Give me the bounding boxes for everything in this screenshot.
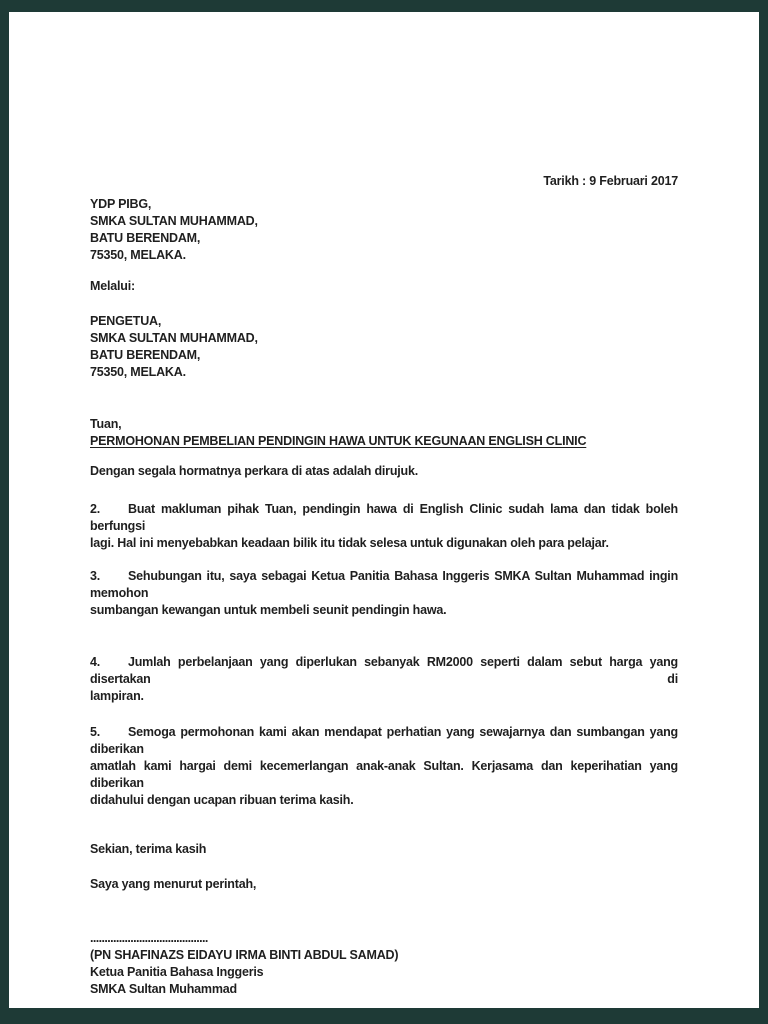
paragraph-number: 5.	[90, 725, 101, 739]
paragraph-number: 3.	[90, 569, 101, 583]
paragraph-3	[90, 568, 678, 619]
paragraph-text: Jumlah perbelanjaan yang diperlukan sebanyak RM2000 seperti dalam sebut harga yang disertakan di	[90, 655, 678, 686]
letter-body	[90, 173, 678, 998]
paragraph-line: sumbangan kewangan untuk membeli seunit pendingin hawa.	[90, 603, 447, 617]
paragraph-4	[90, 654, 678, 705]
scan-border-left	[0, 0, 9, 1024]
paragraph-line	[90, 501, 678, 535]
intro-line: Dengan segala hormatnya perkara di atas adalah dirujuk.	[90, 464, 419, 478]
signatory-name: (PN SHAFINAZS EIDAYU IRMA BINTI ABDUL SAMAD)	[90, 948, 399, 962]
scan-border-right	[759, 0, 768, 1024]
paragraph-line	[90, 724, 678, 758]
paragraph-5	[90, 724, 678, 809]
paragraph-line: amatlah kami hargai demi kecemerlangan anak-anak Sultan. Kerjasama dan keperihatian yang diberikan	[90, 759, 678, 790]
recipient-line: SMKA SULTAN MUHAMMAD,	[90, 214, 258, 228]
scan-border-bottom	[0, 1008, 768, 1024]
salutation: Tuan,	[90, 417, 122, 431]
via-line: 75350, MELAKA.	[90, 365, 186, 379]
paragraph-line: lagi. Hal ini menyebabkan keadaan bilik itu tidak selesa untuk digunakan oleh para pelajar.	[90, 536, 609, 550]
paragraph-line	[90, 568, 678, 602]
paragraph-text: Semoga permohonan kami akan mendapat perhatian yang sewajarnya dan sumbangan yang diberikan	[90, 725, 678, 756]
signature-block	[90, 930, 678, 998]
paragraph-text: Buat makluman pihak Tuan, pendingin hawa di English Clinic sudah lama dan tidak boleh berfungsi	[90, 502, 678, 533]
recipient-line: 75350, MELAKA.	[90, 248, 186, 262]
recipient-line: YDP PIBG,	[90, 197, 152, 211]
via-label: Melalui:	[90, 279, 135, 293]
paragraph-line: didahului dengan ucapan ribuan terima kasih.	[90, 793, 354, 807]
subject-heading	[90, 433, 678, 450]
sign-off-line: Saya yang menurut perintah,	[90, 877, 257, 891]
recipient-line: BATU BERENDAM,	[90, 231, 201, 245]
paragraph-text: Sehubungan itu, saya sebagai Ketua Panitia Bahasa Inggeris SMKA Sultan Muhammad ingin memohon	[90, 569, 678, 600]
date-line: Tarikh : 9 Februari 2017	[543, 174, 678, 188]
via-line: SMKA SULTAN MUHAMMAD,	[90, 331, 258, 345]
recipient-address-block	[90, 196, 678, 264]
paragraph-number: 2.	[90, 502, 101, 516]
subject-heading-text: PERMOHONAN PEMBELIAN PENDINGIN HAWA UNTUK KEGUNAAN ENGLISH CLINIC	[90, 434, 587, 448]
closing-line: Sekian, terima kasih	[90, 842, 207, 856]
signature-dotted-line: .........................................	[90, 931, 208, 945]
signatory-title: Ketua Panitia Bahasa Inggeris	[90, 965, 264, 979]
paragraph-line	[90, 654, 678, 688]
signatory-school: SMKA Sultan Muhammad	[90, 982, 237, 996]
scan-border-top	[0, 0, 768, 12]
paragraph-line: lampiran.	[90, 689, 144, 703]
paragraph-number: 4.	[90, 655, 101, 669]
via-line: BATU BERENDAM,	[90, 348, 201, 362]
paragraph-2	[90, 501, 678, 552]
via-line: PENGETUA,	[90, 314, 162, 328]
via-address-block	[90, 313, 678, 381]
